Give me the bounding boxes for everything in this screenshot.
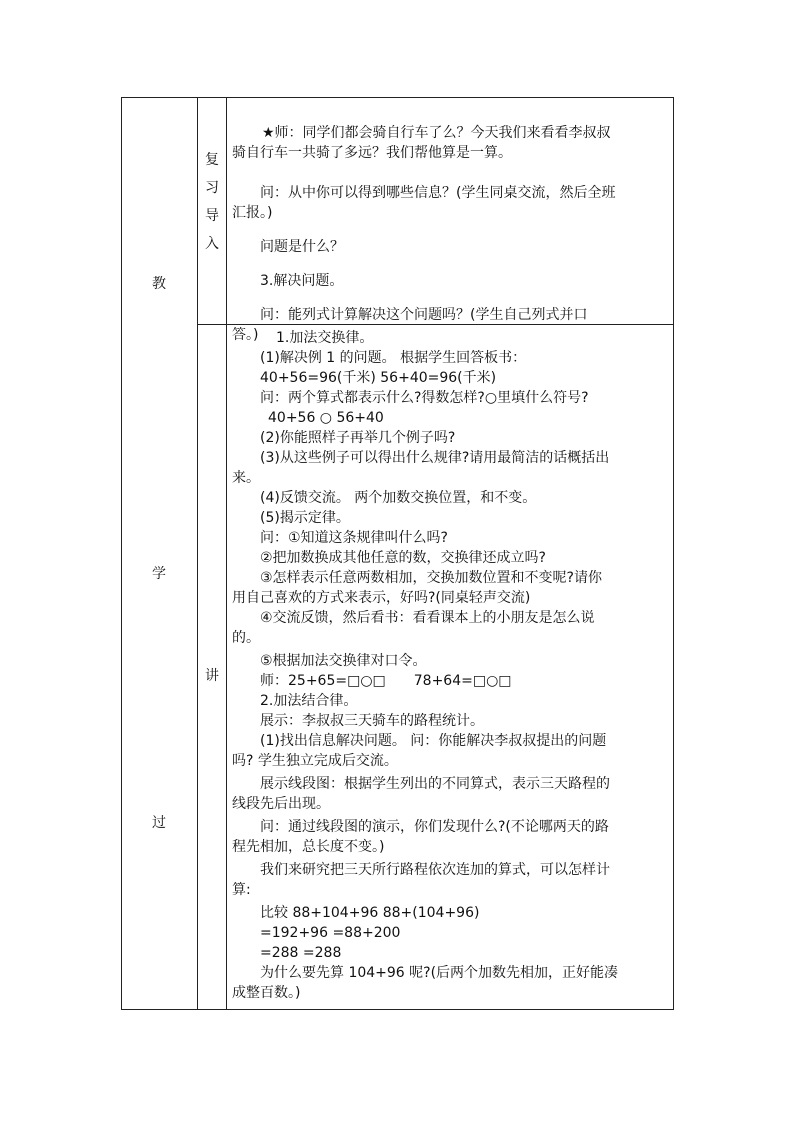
label-char: 入	[205, 236, 219, 252]
text-line: 汇报。)	[232, 205, 273, 221]
text-line: 问：从中你可以得到哪些信息？(学生同桌交流，然后全班	[260, 185, 616, 201]
text-line: (1)找出信息解决问题。 问：你能解决李叔叔提出的问题	[260, 733, 607, 749]
text-line: 为什么要先算 104+96 呢?(后两个加数先相加，正好能凑	[260, 965, 619, 981]
review-content	[232, 123, 672, 345]
label-char: 复	[205, 152, 219, 168]
text-line: 师：25+65=□○□ 78+64=□○□	[260, 673, 512, 689]
label-char: 习	[205, 180, 219, 196]
label-char: 导	[205, 208, 219, 224]
text-line: 用自己喜欢的方式来表示，好吗?(同桌轻声交流)	[232, 590, 531, 606]
text-line: 问题是什么？	[260, 239, 344, 255]
text-line: 1.加法交换律。	[276, 330, 374, 346]
lecture-content	[232, 328, 672, 1003]
text-line: ⑤根据加法交换律对口令。	[260, 653, 427, 669]
text-line: 骑自行车一共骑了多远？我们帮他算是一算。	[232, 145, 512, 161]
text-line: 程先相加，总长度不变。)	[232, 839, 385, 855]
text-line: ②把加数换成其他任意的数，交换律还成立吗?	[260, 550, 546, 566]
text-line: ★师：同学们都会骑自行车了么？今天我们来看看李叔叔	[262, 125, 611, 141]
text-line: 展示线段图：根据学生列出的不同算式，表示三天路程的	[260, 776, 610, 792]
text-line: 我们来研究把三天所行路程依次连加的算式，可以怎样计	[260, 862, 610, 878]
text-line: 3.解决问题。	[260, 273, 344, 289]
text-line: =288 =288	[260, 945, 342, 961]
text-line: (5)揭示定律。	[260, 510, 350, 526]
text-line: 算:	[232, 882, 251, 898]
left-label-guo: 过	[152, 815, 166, 831]
lesson-table	[121, 97, 674, 1010]
text-line: 问：①知道这条规律叫什么吗?	[260, 530, 448, 546]
text-line: (2)你能照样子再举几个例子吗?	[260, 430, 456, 446]
text-line: (1)解决例 1 的问题。 根据学生回答板书：	[260, 350, 527, 366]
text-line: 的。	[232, 630, 260, 646]
text-line: 展示：李叔叔三天骑车的路程统计。	[260, 713, 484, 729]
text-line: 2.加法结合律。	[260, 693, 358, 709]
section-label-lecture	[200, 662, 224, 690]
text-line: ③怎样表示任意两数相加，交换加数位置和不变呢?请你	[260, 570, 602, 586]
text-line: 线段先后出现。	[232, 796, 330, 812]
text-line: (3)从这些例子可以得出什么规律?请用最简洁的话概括出	[260, 450, 610, 466]
text-line: 来。	[232, 470, 260, 486]
text-line: 问：能列式计算解决这个问题吗？(学生自己列式并口	[260, 307, 588, 323]
text-line: ④交流反馈，然后看书：看看课本上的小朋友是怎么说	[260, 610, 595, 626]
column-divider-2	[226, 98, 227, 1009]
left-label-jiao: 教	[152, 276, 166, 292]
text-line: 问：通过线段图的演示，你们发现什么?(不论哪两天的路	[260, 819, 609, 835]
text-line: 比较 88+104+96 88+(104+96)	[260, 905, 480, 921]
text-line: 答。)	[232, 327, 259, 343]
text-line: 成整百数。)	[232, 985, 301, 1001]
text-line: =192+96 =88+200	[260, 925, 401, 941]
left-label-xue: 学	[152, 566, 166, 582]
text-line: 40+56 ○ 56+40	[268, 410, 384, 426]
text-line: 40+56=96(千米) 56+40=96(千米)	[260, 370, 497, 386]
text-line: (4)反馈交流。 两个加数交换位置，和不变。	[260, 490, 537, 506]
column-divider-1	[197, 98, 198, 1009]
text-line: 问：两个算式都表示什么?得数怎样?○里填什么符号?	[260, 390, 589, 406]
section-label-review	[200, 146, 224, 258]
label-char: 讲	[205, 668, 219, 684]
text-line: 吗? 学生独立完成后交流。	[232, 753, 398, 769]
